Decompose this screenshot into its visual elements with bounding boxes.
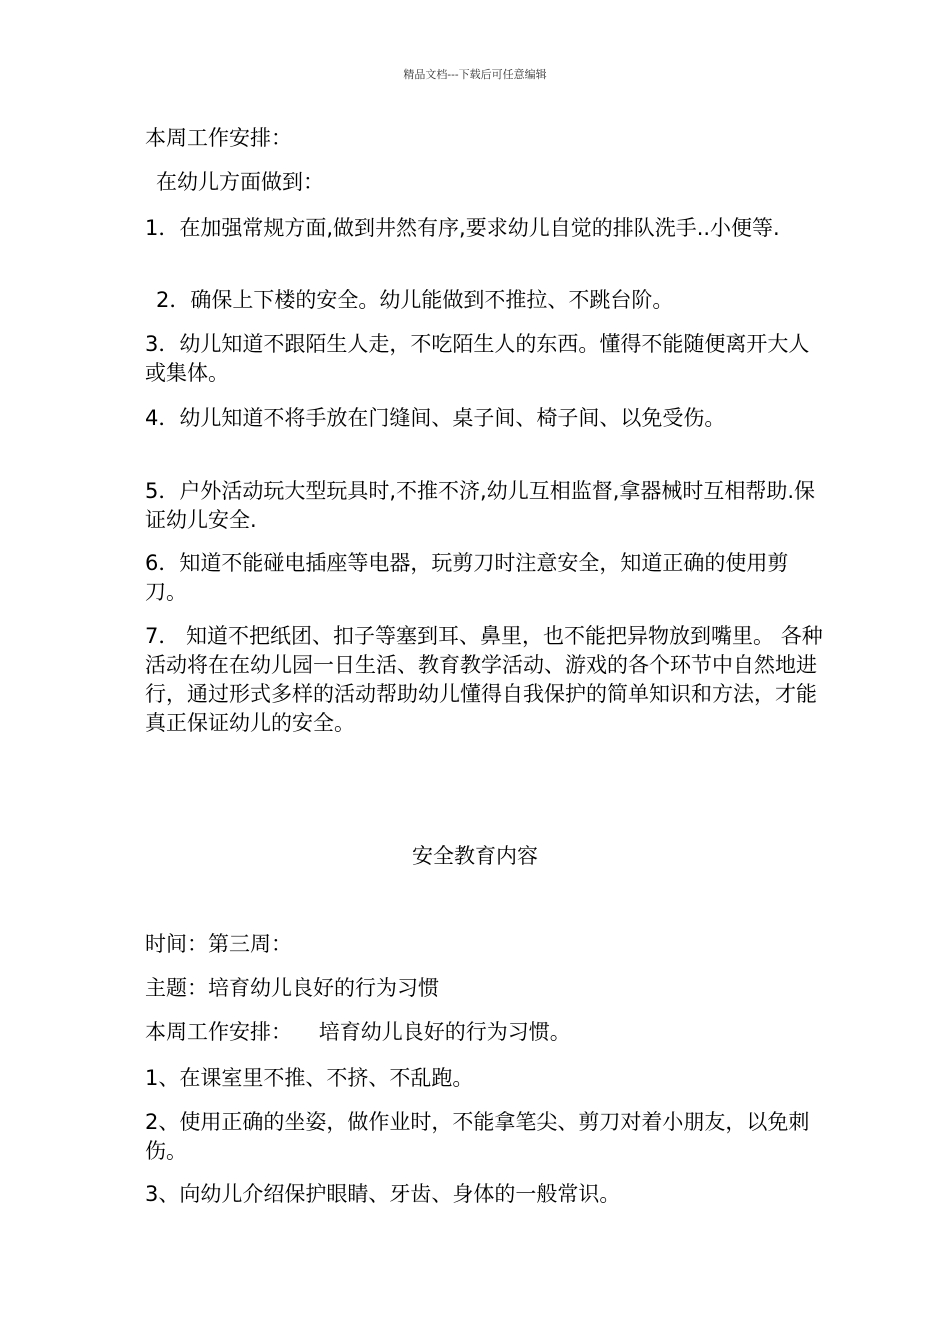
list-item: 1．在加强常规方面,做到井然有序,要求幼儿自觉的排队洗手..小便等. (145, 216, 780, 240)
section-heading: 本周工作安排： (145, 126, 292, 150)
theme-line: 主题：培育幼儿良好的行为习惯 (145, 976, 439, 1000)
list-item: 2．确保上下楼的安全。幼儿能做到不推拉、不跳台阶。 (156, 288, 674, 312)
list-item: 1、在课室里不推、不挤、不乱跑。 (145, 1066, 474, 1090)
list-item: 7． 知道不把纸团、扣子等塞到耳、鼻里，也不能把异物放到嘴里。 各种活动将在在幼儿园一日生活、教育教学活动、游戏的各个环节中自然地进行，通过形式多样的活动帮助幼儿懂得自我保护的简单知识和方法，才能真正保证幼儿的安全。 (145, 624, 823, 735)
arrangement-line: 本周工作安排： 培育幼儿良好的行为习惯。 (145, 1020, 571, 1044)
section-title: 安全教育内容 (412, 844, 538, 868)
list-item: 6．知道不能碰电插座等电器，玩剪刀时注意安全，知道正确的使用剪刀。 (145, 551, 789, 604)
list-item: 5．户外活动玩大型玩具时,不推不济,幼儿互相监督,拿器械时互相帮助.保证幼儿安全. (145, 479, 816, 532)
page-header: 精品文档---下载后可任意编辑 (403, 68, 547, 81)
list-item: 2、使用正确的坐姿，做作业时，不能拿笔尖、剪刀对着小朋友，以免刺伤。 (145, 1110, 810, 1163)
time-line: 时间：第三周： (145, 932, 292, 956)
subheading: 在幼儿方面做到： (156, 170, 324, 194)
list-item: 3、向幼儿介绍保护眼睛、牙齿、身体的一般常识。 (145, 1182, 621, 1206)
list-item: 4．幼儿知道不将手放在门缝间、桌子间、椅子间、以免受伤。 (145, 406, 726, 430)
list-item: 3．幼儿知道不跟陌生人走，不吃陌生人的东西。懂得不能随便离开大人或集体。 (145, 332, 810, 385)
